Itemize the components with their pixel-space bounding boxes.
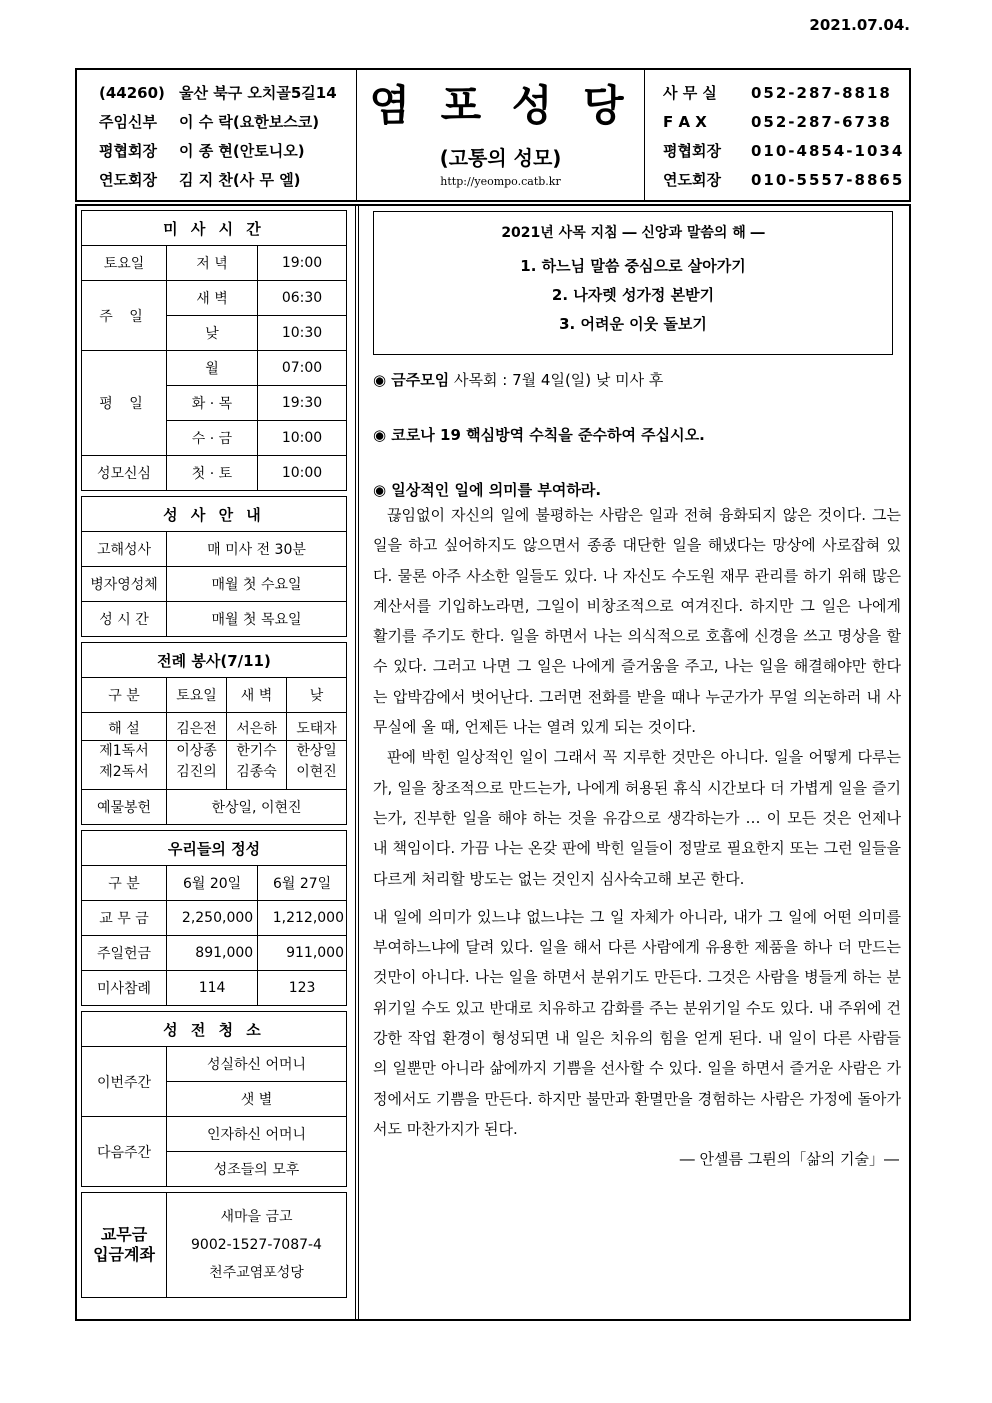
contributions-header: 6월 20일 <box>167 866 258 901</box>
contribution-amount: 911,000 <box>258 936 347 971</box>
header-left-value: 이 종 현(안토니오) <box>179 142 305 160</box>
liturgy-role: 해 설 <box>82 713 167 741</box>
cleaning-group: 성실하신 어머니 <box>167 1047 347 1082</box>
account-bank: 새마을 금고 <box>220 1209 293 1225</box>
offering-value: 한상일, 이현진 <box>167 790 347 825</box>
liturgy-title: 전례 봉사(7/11) <box>82 643 347 678</box>
mass-slot: 낮 <box>167 316 258 351</box>
header-left-value: 김 지 찬(사 무 엘) <box>179 171 301 189</box>
contribution-amount: 2,250,000 <box>167 901 258 936</box>
pastoral-motto-box <box>373 211 893 355</box>
contact-row <box>663 165 909 194</box>
liturgy-person: 한기수 <box>227 741 287 763</box>
covid-notice: ◉ 코로나 19 핵심방역 수칙을 준수하여 주십시오. <box>373 426 705 444</box>
cleaning-group: 성조들의 모후 <box>167 1152 347 1187</box>
essay-paragraph: 끊임없이 자신의 일에 불평하는 사람은 일과 전혀 융화되지 않은 것이다. 그는 일을 하고 싶어하지도 않으면서 종종 대단한 일을 해냈다는 망상에 사로잡혀 있다. 물론 아주 사소한 일들도 있다. 나 자신도 수도원 재무 관리를 하기 위해 많은 계산서를 기입하노라면, 그일이 비창조적으로 여겨진다. 하지만 그 일은 나에게 활기를 주기도 한다. 일을 하면서 나는 의식적으로 호흡에 신경을 쓰고 명상을 할 수 있다. 그러고 나면 그 일은 나에게 즐거움을 주고, 나는 일을 해결해야만 한다는 압박감에서 벗어난다. 그러면 전화를 받을 때나 누군가가 무얼 의논하러 내 사무실에 올 때, 언제든 나는 열려 있게 되는 것이다. <box>373 506 901 737</box>
bulletin-body <box>75 204 911 1321</box>
header-contacts <box>645 70 909 200</box>
cleaning-group: 샛 별 <box>167 1082 347 1117</box>
column-divider <box>355 206 359 1319</box>
cleaning-title: 성 전 청 소 <box>82 1012 347 1047</box>
header-left-value: 울산 북구 오치골5길14 <box>179 84 337 102</box>
mass-schedule-table <box>81 210 347 491</box>
mass-time: 19:30 <box>258 386 347 421</box>
contact-row <box>663 78 909 107</box>
sacrament-name: 성 시 간 <box>82 602 167 637</box>
sacrament-time: 매 미사 전 30분 <box>167 532 347 567</box>
mass-time: 10:00 <box>258 456 347 491</box>
sacrament-time: 매월 첫 목요일 <box>167 602 347 637</box>
sacraments-table <box>81 496 347 637</box>
header-left-row <box>99 107 356 136</box>
contact-row <box>663 107 909 136</box>
contact-number: 052-287-6738 <box>751 112 892 131</box>
mass-slot: 화 · 목 <box>167 386 258 421</box>
liturgy-person: 서은하 <box>227 713 287 741</box>
mass-slot: 저 녁 <box>167 246 258 281</box>
motto-title: 2021년 사목 지침 ― 신앙과 말씀의 해 ― <box>501 225 765 241</box>
bulletin-header <box>75 68 911 202</box>
liturgy-header: 낮 <box>287 678 347 713</box>
liturgy-person: 김은전 <box>167 713 227 741</box>
mass-slot: 첫 · 토 <box>167 456 258 491</box>
header-left-key: 연도회장 <box>99 171 157 189</box>
left-column <box>81 210 349 1298</box>
contribution-amount: 123 <box>258 971 347 1006</box>
essay-citation: ― 안셀름 그륀의「삶의 기술」― <box>679 1150 899 1169</box>
liturgy-person: 김진의 <box>167 762 227 790</box>
meeting-detail: 사목회 : 7월 4일(일) 낮 미사 후 <box>449 371 664 389</box>
contact-number: 052-287-8818 <box>751 83 892 102</box>
sacrament-name: 고해성사 <box>82 532 167 567</box>
bulletin-date: 2021.07.04. <box>809 16 910 34</box>
offering-label: 예물봉헌 <box>82 790 167 825</box>
header-left-value: 이 수 락(요한보스코) <box>179 113 320 131</box>
liturgy-person: 이현진 <box>287 762 347 790</box>
contact-label: 연도회장 <box>663 171 721 189</box>
liturgy-person: 도태자 <box>287 713 347 741</box>
header-left-row <box>99 165 356 194</box>
mass-day: 토요일 <box>82 246 167 281</box>
contact-label: 사 무 실 <box>663 84 717 102</box>
mass-day: 평 일 <box>82 351 167 456</box>
essay-title: ◉ 일상적인 일에 의미를 부여하라. <box>373 481 602 499</box>
liturgy-header: 새 벽 <box>227 678 287 713</box>
liturgy-person: 김종숙 <box>227 762 287 790</box>
account-details <box>167 1193 347 1298</box>
contact-number: 010-4854-1034 <box>751 141 905 160</box>
liturgy-role: 제2독서 <box>82 762 167 790</box>
header-left-row <box>99 136 356 165</box>
church-name: 염 포 성 당 <box>369 81 632 130</box>
mass-slot: 새 벽 <box>167 281 258 316</box>
sacrament-time: 매월 첫 수요일 <box>167 567 347 602</box>
sacraments-title: 성 사 안 내 <box>82 497 347 532</box>
account-holder: 천주교염포성당 <box>209 1265 304 1281</box>
contribution-amount: 114 <box>167 971 258 1006</box>
header-left-key: 주임신부 <box>99 113 157 131</box>
contribution-amount: 1,212,000 <box>258 901 347 936</box>
essay-paragraph: 내 일에 의미가 있느냐 없느냐는 그 일 자체가 아니라, 내가 그 일에 어떤 의미를 부여하느냐에 달려 있다. 일을 해서 다른 사람에게 유용한 제품을 하나 더 만드는 것만이 아니다. 나는 일을 하면서 분위기도 만든다. 그것은 사람을 병들게 하는 분위기일 수도 있고 반대로 치유하고 감화를 주는 분위기일 수도 있다. 내 주위에 건강한 작업 환경이 형성되면 내 일은 치유의 힘을 얻게 된다. 내 일이 다른 사람들의 일뿐만 아니라 삶에까지 기쁨을 선사할 수 있다. 일을 하면서 즐거운 사람은 가정에서도 기쁨을 만든다. 하지만 불만과 환멸만을 경험하는 사람은 가정에 돌아가서도 마찬가지가 된다. <box>373 907 901 1138</box>
meeting-notice <box>373 369 905 390</box>
mass-time: 07:00 <box>258 351 347 386</box>
mass-day: 성모신심 <box>82 456 167 491</box>
mass-slot: 수 · 금 <box>167 421 258 456</box>
liturgy-service-table <box>81 642 347 825</box>
liturgy-role: 제1독서 <box>82 741 167 763</box>
sacrament-name: 병자영성체 <box>82 567 167 602</box>
account-label: 교무금 입금계좌 <box>82 1193 167 1298</box>
cleaning-group: 인자하신 어머니 <box>167 1117 347 1152</box>
mass-slot: 월 <box>167 351 258 386</box>
contributions-title: 우리들의 정성 <box>82 831 347 866</box>
mass-time: 10:00 <box>258 421 347 456</box>
account-table <box>81 1192 347 1298</box>
mass-schedule-title: 미 사 시 간 <box>82 211 347 246</box>
contact-row <box>663 136 909 165</box>
contact-label: F A X <box>663 112 707 131</box>
contribution-category: 주일헌금 <box>82 936 167 971</box>
contribution-amount: 891,000 <box>167 936 258 971</box>
liturgy-header: 구 분 <box>82 678 167 713</box>
contact-number: 010-5557-8865 <box>751 170 905 189</box>
meeting-label: ◉ 금주모임 <box>373 371 450 389</box>
contributions-header: 6월 27일 <box>258 866 347 901</box>
header-title-block <box>357 70 645 200</box>
account-number: 9002-1527-7087-4 <box>191 1237 322 1253</box>
header-left-row <box>99 78 356 107</box>
header-info-left <box>77 70 357 200</box>
right-column <box>367 206 905 1174</box>
cleaning-week-label: 다음주간 <box>82 1117 167 1187</box>
mass-time: 06:30 <box>258 281 347 316</box>
motto-line: 3. 어려운 이웃 돌보기 <box>559 315 707 333</box>
church-subtitle: (고통의 성모) <box>439 146 562 170</box>
contribution-category: 미사참례 <box>82 971 167 1006</box>
contributions-header: 구 분 <box>82 866 167 901</box>
liturgy-person: 한상일 <box>287 741 347 763</box>
cleaning-week-label: 이번주간 <box>82 1047 167 1117</box>
mass-time: 10:30 <box>258 316 347 351</box>
church-url: http://yeompo.catb.kr <box>440 175 561 188</box>
liturgy-header: 토요일 <box>167 678 227 713</box>
essay-paragraph: 판에 박힌 일상적인 일이 그래서 꼭 지루한 것만은 아니다. 일을 어떻게 다루는가, 일을 창조적으로 만드는가, 나에게 허용된 휴식 시간보다 더 가볍게 일을 즐기는가, 진부한 일을 해야 하는 것을 유감으로 생각하는가 … 이 모든 것은 언제나 내 책임이다. 가끔 나는 온갖 판에 박힌 일들이 정말로 필요한지 또는 그런 일들을 다르게 처리할 방도는 없는 것인지 심사숙고해 보곤 한다. <box>373 748 901 888</box>
header-left-key: 평협회장 <box>99 142 157 160</box>
motto-line: 1. 하느님 말씀 중심으로 살아가기 <box>520 257 746 275</box>
motto-line: 2. 나자렛 성가정 본받기 <box>551 286 715 304</box>
liturgy-person: 이상종 <box>167 741 227 763</box>
contribution-category: 교 무 금 <box>82 901 167 936</box>
mass-time: 19:00 <box>258 246 347 281</box>
header-left-key: (44260) <box>99 83 165 102</box>
mass-day: 주 일 <box>82 281 167 351</box>
contact-label: 평협회장 <box>663 142 721 160</box>
cleaning-table <box>81 1011 347 1187</box>
contributions-table <box>81 830 347 1006</box>
